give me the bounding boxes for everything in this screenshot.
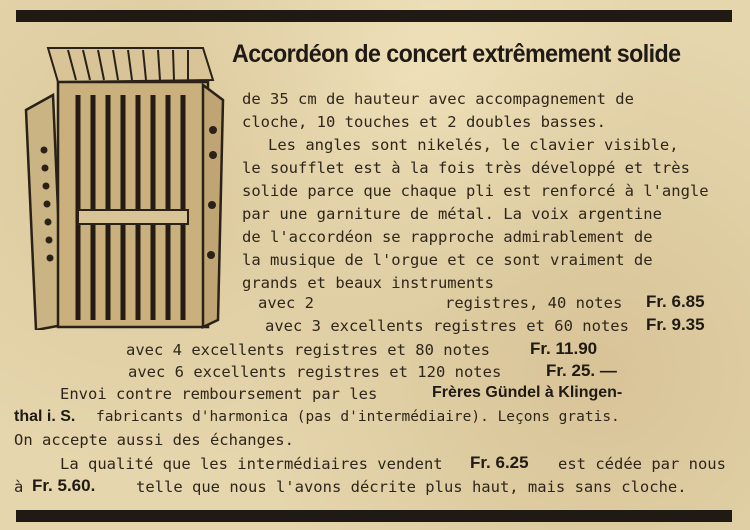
offer-2-price: Fr. 6.85: [646, 292, 705, 311]
text-line: la musique de l'orgue et ce sont vraiment de: [242, 251, 653, 269]
text-line: par une garniture de métal. La voix argentine: [242, 205, 662, 223]
top-rule: [16, 10, 732, 22]
qualite-price-1: Fr. 6.25: [470, 453, 529, 472]
offer-2-text: avec 2: [258, 294, 314, 312]
envoi-line-2b: fabricants d'harmonica (pas d'intermédiaire). Leçons gratis.: [96, 409, 620, 425]
envoi-company: Frères Gündel à Klingen-: [432, 384, 623, 401]
text-line: le soufflet est à la fois très développé et très: [242, 159, 690, 177]
qualite-line-1b: est cédée par nous: [558, 455, 726, 473]
offer-3-price: Fr. 9.35: [646, 315, 705, 334]
text-line: solide parce que chaque pli est renforcé à l'angle: [242, 182, 709, 200]
offer-4-text: avec 4 excellents registres et 80 notes: [126, 341, 490, 359]
envoi-line-1a: Envoi contre remboursement par les: [60, 385, 378, 403]
envoi-line-3: On accepte aussi des échanges.: [14, 431, 294, 449]
qualite-line-2a: à: [14, 478, 24, 496]
text-line: cloche, 10 touches et 2 doubles basses.: [242, 113, 606, 131]
offer-6-price: Fr. 25. —: [546, 361, 617, 380]
text-line: grands et beaux instruments: [242, 274, 494, 292]
accordion-illustration: [18, 40, 228, 330]
qualite-line-1a: La qualité que les intermédiaires vendent: [60, 455, 443, 473]
offer-3-text: avec 3 excellents registres et 60 notes: [265, 317, 629, 335]
offer-4-price: Fr. 11.90: [530, 339, 598, 358]
envoi-line-2a: thal i. S.: [14, 408, 76, 425]
offer-2-text-b: registres, 40 notes: [445, 294, 623, 312]
bottom-rule: [16, 510, 732, 522]
qualite-line-2b: telle que nous l'avons décrite plus haut, mais sans cloche.: [136, 478, 687, 496]
ad-title: Accordéon de concert extrêmement solide: [232, 40, 681, 68]
text-line: de l'accordéon se rapproche admirablement de: [242, 228, 653, 246]
text-line: de 35 cm de hauteur avec accompagnement de: [242, 90, 634, 108]
qualite-price-2: Fr. 5.60.: [32, 476, 96, 495]
text-line: Les angles sont nikelés, le clavier visible,: [268, 136, 679, 154]
offer-6-text: avec 6 excellents registres et 120 notes: [128, 363, 502, 381]
